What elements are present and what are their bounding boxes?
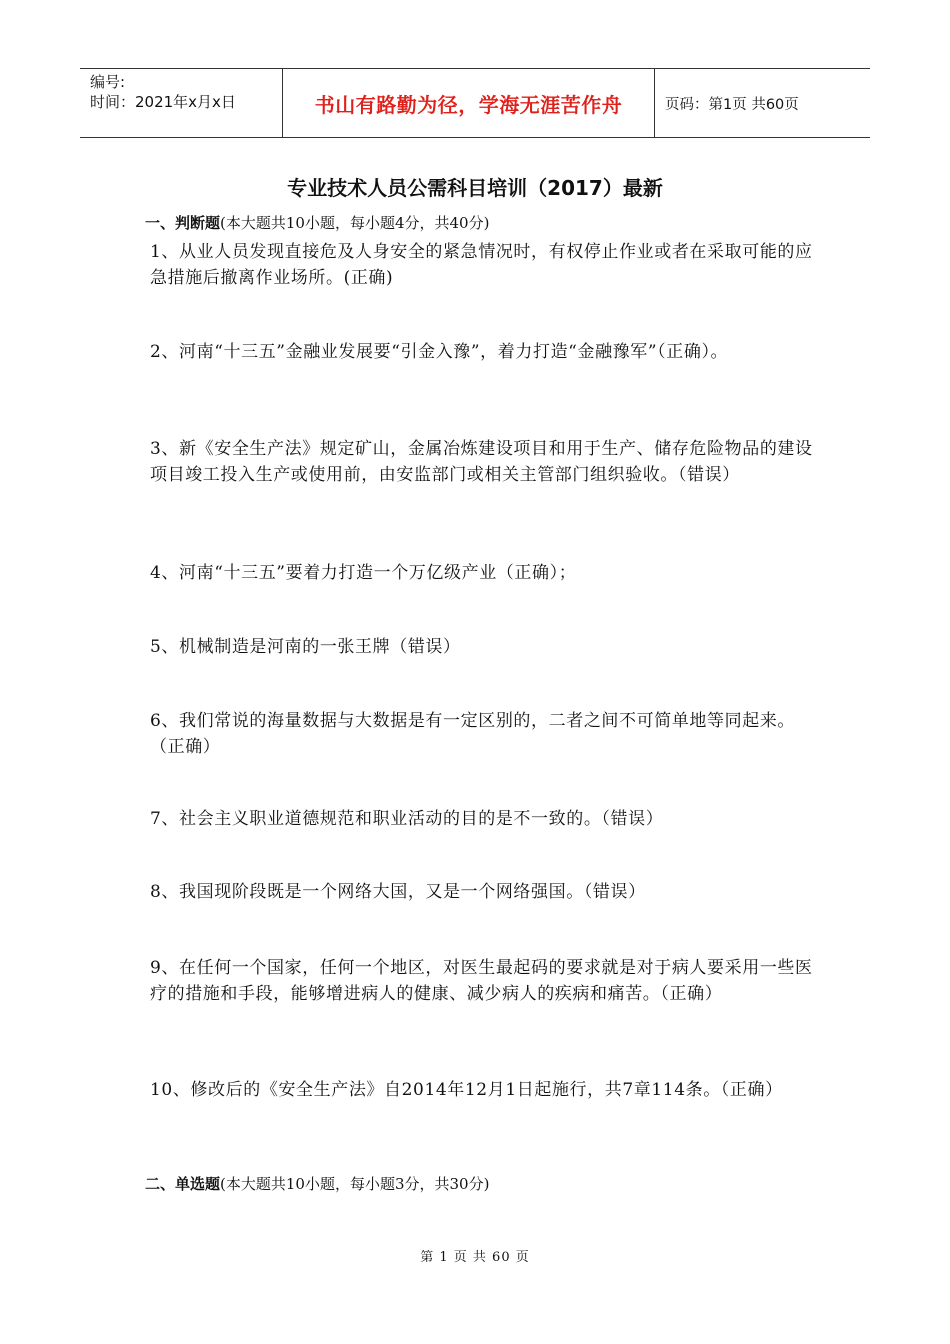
- section-label: 二、单选题: [145, 1175, 221, 1193]
- section-heading-true-false: [145, 212, 489, 233]
- question-item: 5、机械制造是河南的一张王牌（错误）: [150, 637, 461, 657]
- section-heading-single-choice: [145, 1173, 489, 1194]
- question-item: 8、我国现阶段既是一个网络大国，又是一个网络强国。（错误）: [150, 882, 646, 902]
- header-page-info: 页码：第1页 共60页: [665, 96, 799, 113]
- section-note: (本大题共10小题，每小题3分，共30分): [220, 1175, 490, 1193]
- header-motto-cell: [282, 69, 655, 137]
- document-number-label: 编号:: [90, 73, 126, 91]
- header-motto: 书山有路勤为径，学海无涯苦作舟: [314, 92, 623, 117]
- document-title: 专业技术人员公需科目培训（2017）最新: [287, 176, 663, 200]
- question-item: 4、河南“十三五”要着力打造一个万亿级产业（正确）；: [150, 563, 577, 583]
- question-item: 6、我们常说的海量数据与大数据是有一定区别的，二者之间不可简单地等同起来。（正确）: [150, 711, 796, 757]
- question-item: 9、在任何一个国家，任何一个地区，对医生最起码的要求就是对于病人要采用一些医疗的措施和手段，能够增进病人的健康、减少病人的疾病和痛苦。（正确）: [150, 958, 813, 1004]
- section-label: 一、判断题: [145, 214, 221, 232]
- page-footer: 第 1 页 共 60 页: [420, 1250, 530, 1265]
- question-item: 2、河南“十三五”金融业发展要“引金入豫”，着力打造“金融豫军”（正确）。: [150, 342, 729, 362]
- header-left-cell: [80, 69, 282, 137]
- question-item: 3、新《安全生产法》规定矿山，金属冶炼建设项目和用于生产、储存危险物品的建设项目竣工投入生产或使用前，由安监部门或相关主管部门组织验收。（错误）: [150, 439, 813, 485]
- header-page-cell: [655, 69, 870, 137]
- question-item: 1、从业人员发现直接危及人身安全的紧急情况时，有权停止作业或者在采取可能的应急措施后撤离作业场所。(正确): [150, 242, 813, 288]
- section-note: (本大题共10小题，每小题4分，共40分): [220, 214, 490, 232]
- question-item: 7、社会主义职业道德规范和职业活动的目的是不一致的。（错误）: [150, 809, 664, 829]
- question-item: 10、修改后的《安全生产法》自2014年12月1日起施行，共7章114条。（正确）: [150, 1080, 783, 1100]
- header-table: [80, 68, 870, 138]
- document-time: 时间：2021年x月x日: [90, 93, 236, 111]
